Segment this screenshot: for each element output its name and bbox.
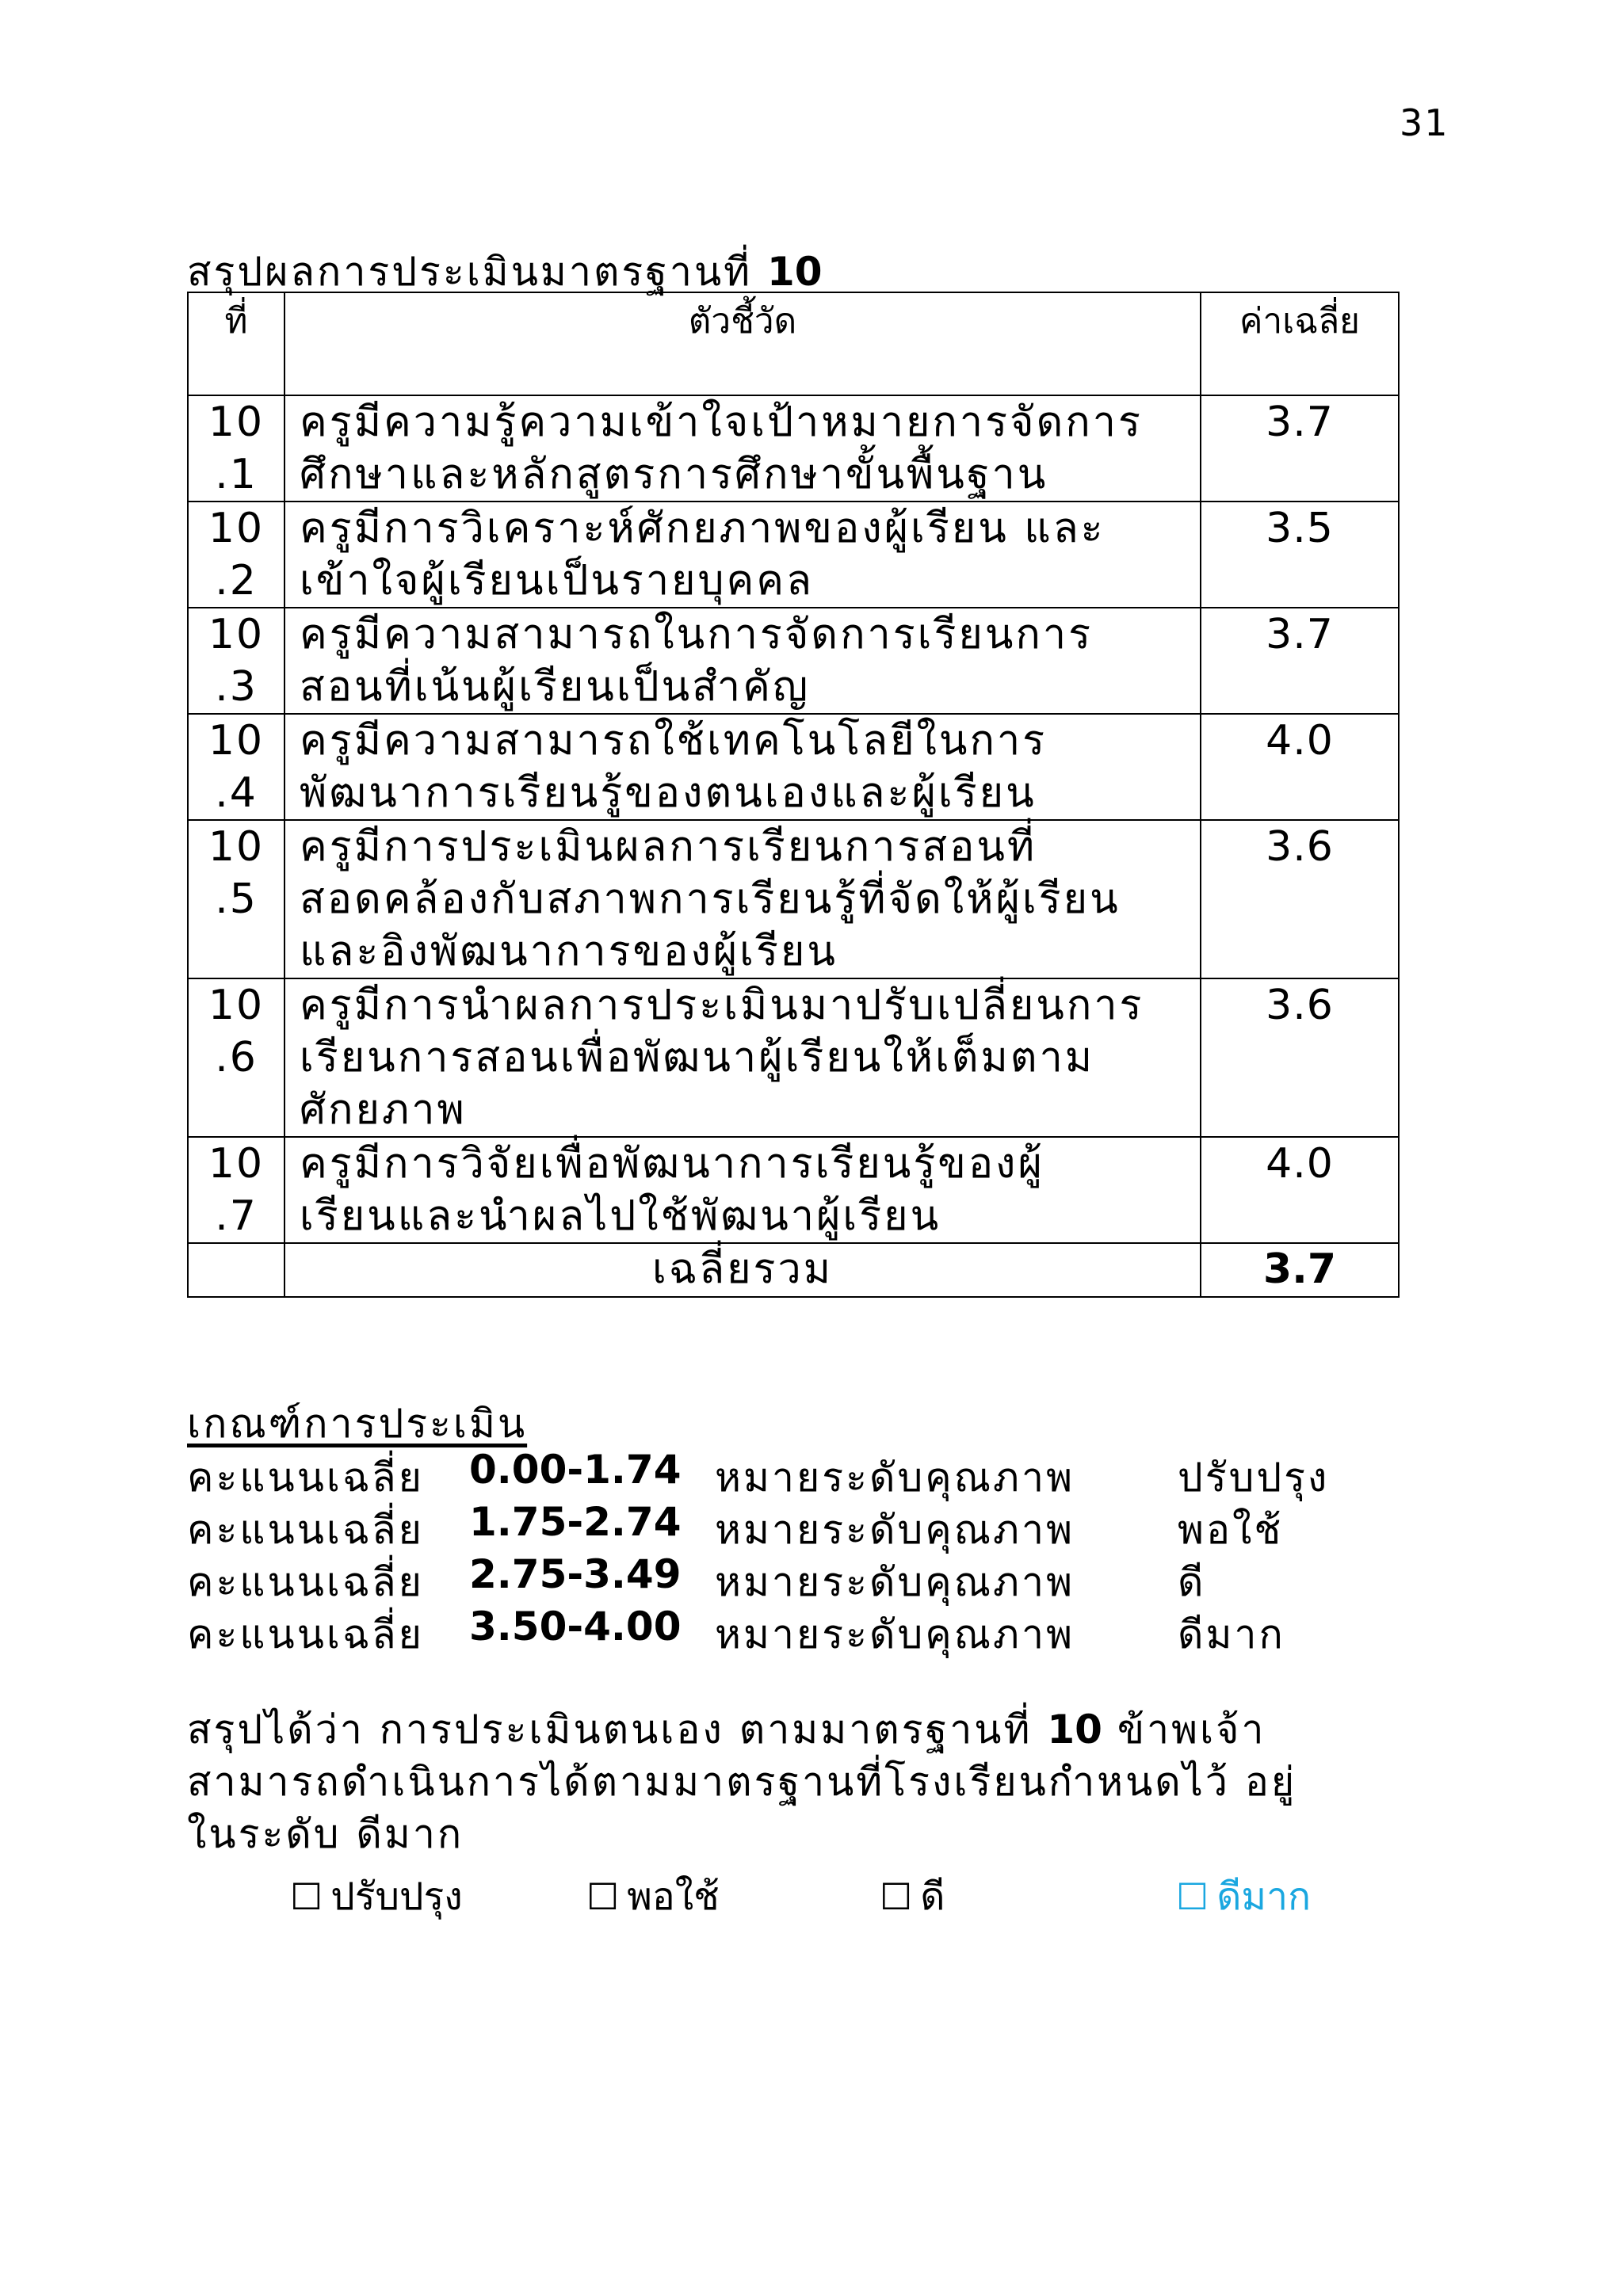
summary-line: ในระดับ ดีมาก [187, 1811, 464, 1857]
table-row [188, 395, 1399, 502]
indicator-number: 10 .7 [188, 1137, 285, 1243]
option-very-good [1176, 1867, 1311, 1927]
criteria-meaning: หมายระดับคุณภาพ [715, 1559, 1075, 1605]
criteria-title: เกณฑ์การประเมิน [187, 1401, 528, 1447]
criteria-range: 3.50-4.00 [469, 1604, 682, 1650]
total-row [188, 1243, 1399, 1297]
standard-number: 10 [767, 249, 823, 295]
indicator-average: 3.7 [1201, 608, 1399, 714]
criteria-label: คะแนนเฉลี่ย [187, 1455, 424, 1501]
indicator-number: 10 .5 [188, 820, 285, 978]
indicator-number: 10 .3 [188, 608, 285, 714]
criteria-label: คะแนนเฉลี่ย [187, 1507, 424, 1553]
criteria-level: ดีมาก [1178, 1611, 1285, 1657]
criteria-range: 2.75-3.49 [469, 1551, 682, 1597]
option-label: ดีมาก [1216, 1875, 1312, 1919]
criteria-meaning: หมายระดับคุณภาพ [715, 1455, 1075, 1501]
indicator-average: 4.0 [1201, 714, 1399, 820]
total-empty-cell [188, 1243, 285, 1297]
header-no: ที่ [188, 292, 285, 395]
header-average: ค่าเฉลี่ย [1201, 292, 1399, 395]
checkbox-icon: ☐ [290, 1875, 323, 1918]
table-row [188, 502, 1399, 608]
total-average: 3.7 [1201, 1243, 1399, 1297]
checkbox-icon: ☐ [586, 1875, 620, 1918]
indicators-table [187, 292, 1400, 1298]
indicator-number: 10 .4 [188, 714, 285, 820]
summary-line: สรุปได้ว่า การประเมินตนเอง ตามมาตรฐานที่ 10 ข้าพเจ้า [187, 1707, 1266, 1753]
table-row [188, 714, 1399, 820]
option-label: ปรับปรุง [330, 1875, 463, 1919]
indicator-text: ครูมีการวิเคราะห์ศักยภาพของผู้เรียน และ เข้าใจผู้เรียนเป็นรายบุคคล [285, 502, 1201, 608]
indicator-text: ครูมีการนำผลการประเมินมาปรับเปลี่ยนการ เรียนการสอนเพื่อพัฒนาผู้เรียนให้เต็มตาม ศักยภาพ [285, 978, 1201, 1137]
option-good [880, 1867, 945, 1927]
checkbox-icon: ☐ [1176, 1875, 1209, 1918]
header-indicator: ตัวชี้วัด [285, 292, 1201, 395]
total-label: เฉลี่ยรวม [285, 1243, 1201, 1297]
indicator-number: 10 .6 [188, 978, 285, 1137]
summary-paragraph [187, 1703, 1400, 1860]
option-label: ดี [920, 1875, 945, 1919]
summary-line: สามารถดำเนินการได้ตามมาตรฐานที่โรงเรียนกำหนดไว้ อยู่ [187, 1759, 1297, 1805]
checkbox-icon: ☐ [880, 1875, 913, 1918]
criteria-range: 0.00-1.74 [469, 1447, 682, 1493]
table-row [188, 1137, 1399, 1243]
indicator-text: ครูมีความรู้ความเข้าใจเป้าหมายการจัดการ ศึกษาและหลักสูตรการศึกษาขั้นพื้นฐาน [285, 395, 1201, 502]
option-fair [586, 1867, 720, 1927]
indicator-text: ครูมีความสามารถในการจัดการเรียนการ สอนที่เน้นผู้เรียนเป็นสำคัญ [285, 608, 1201, 714]
indicator-average: 3.6 [1201, 820, 1399, 978]
criteria-label: คะแนนเฉลี่ย [187, 1559, 424, 1605]
indicator-average: 4.0 [1201, 1137, 1399, 1243]
criteria-meaning: หมายระดับคุณภาพ [715, 1611, 1075, 1657]
title-text: สรุปผลการประเมินมาตรฐานที่ [187, 249, 753, 295]
criteria-level: ดี [1178, 1559, 1206, 1605]
summary-standard-number: 10 [1047, 1707, 1102, 1753]
table-row [188, 978, 1399, 1137]
indicator-number: 10 .1 [188, 395, 285, 502]
indicator-average: 3.7 [1201, 395, 1399, 502]
criteria-meaning: หมายระดับคุณภาพ [715, 1507, 1075, 1553]
indicator-text: ครูมีการประเมินผลการเรียนการสอนที่ สอดคล้องกับสภาพการเรียนรู้ที่จัดให้ผู้เรียน และอิงพัฒนาการของผู้เรียน [285, 820, 1201, 978]
table-header [188, 292, 1399, 395]
option-label: พอใช้ [627, 1875, 720, 1919]
indicator-average: 3.6 [1201, 978, 1399, 1137]
indicator-average: 3.5 [1201, 502, 1399, 608]
criteria-range: 1.75-2.74 [469, 1499, 682, 1545]
indicator-text: ครูมีการวิจัยเพื่อพัฒนาการเรียนรู้ของผู้ เรียนและนำผลไปใช้พัฒนาผู้เรียน [285, 1137, 1201, 1243]
criteria-level: ปรับปรุง [1178, 1455, 1330, 1501]
criteria-label: คะแนนเฉลี่ย [187, 1611, 424, 1657]
indicator-text: ครูมีความสามารถใช้เทคโนโลยีในการ พัฒนาการเรียนรู้ของตนเองและผู้เรียน [285, 714, 1201, 820]
option-improve [290, 1867, 463, 1927]
criteria-level: พอใช้ [1178, 1507, 1284, 1553]
page-number: 31 [1400, 101, 1449, 144]
table-row [188, 608, 1399, 714]
table-row [188, 820, 1399, 978]
indicator-number: 10 .2 [188, 502, 285, 608]
